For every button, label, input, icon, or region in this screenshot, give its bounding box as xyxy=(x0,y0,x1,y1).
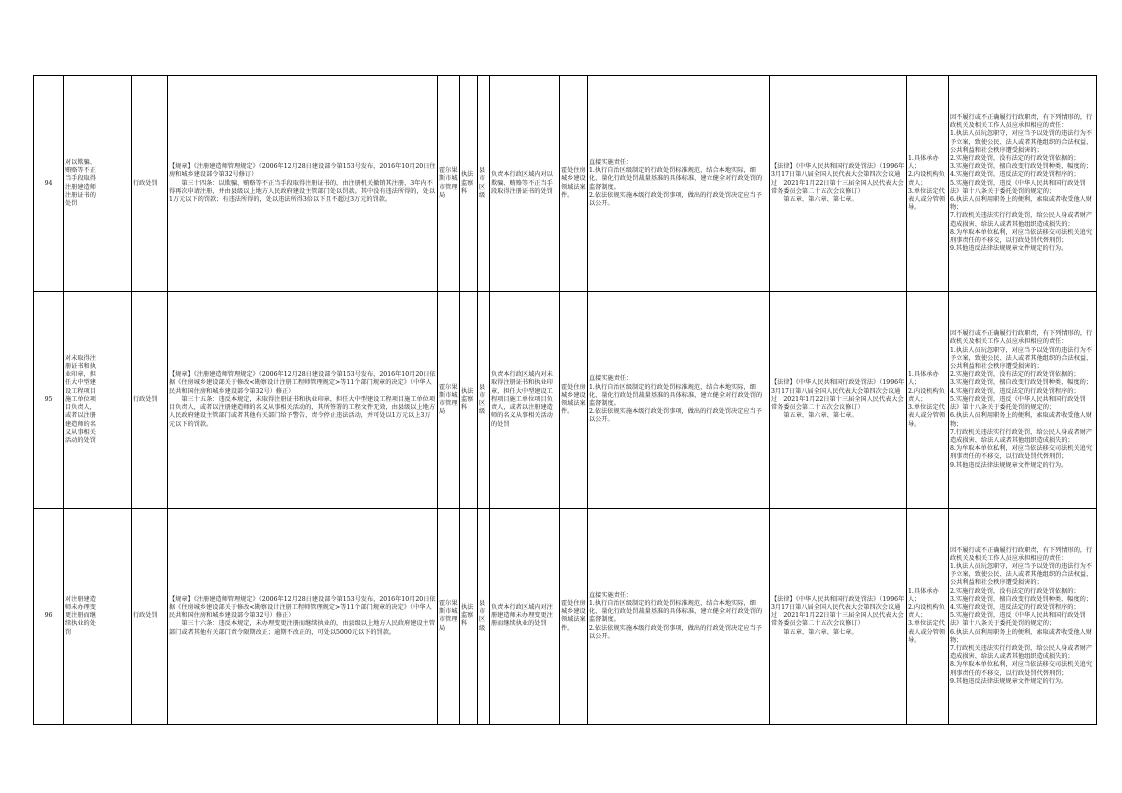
accountability-cases xyxy=(949,76,1097,292)
implementing-agency: 霍尔果斯市城市管理局 xyxy=(438,76,460,292)
blame-line: 6.执法人员利用职务上的便利，索取或者收受他人财物； xyxy=(950,628,1093,644)
blame-line: 1.执法人员玩忽职守，对应当予以处罚的违法行为不予立案，致使公民、法人或者其他组织的合法权益、公共利益和社会秩序遭受损害的； xyxy=(950,563,1093,587)
table-row xyxy=(34,292,1097,508)
responsible-subject: 1.具体承办人； 2.内设机构负责人； 3.单位法定代表人或分管领导。 xyxy=(907,292,949,508)
blame-line: 4.实施行政处罚，违反法定的行政处罚程序的； xyxy=(950,387,1080,395)
partner-duty: 霍处住房城乡建设领域法案件。 xyxy=(560,292,588,508)
responsible-department: 执法监察科 xyxy=(460,508,478,724)
exercise-level: 县市区级 xyxy=(478,292,490,508)
blame-line: 7.行政机关违法实行行政处罚，给公民人身或者财产造成损害、给法人或者其他组织造成损失的； xyxy=(950,212,1093,228)
law-basis: 【法律】《中华人民共和国行政处罚法》（1996年3月17日第八届全国人民代表大会第四次会议通过 2021年1月22日第十三届全国人民代表大会常务委员会第二十五次会议修订） 第五章、第六章、第七章。 xyxy=(770,508,907,724)
law-basis: 【法律】《中华人民共和国行政处罚法》（1996年3月17日第八届全国人民代表大会第四次会议通过 2021年1月22日第十三届全国人民代表大会常务委员会第二十五次会议修订） 第五章、第六章、第七章。 xyxy=(770,76,907,292)
implementing-agency: 霍尔果斯市城市管理局 xyxy=(438,292,460,508)
blame-line: 6.执法人员利用职务上的便利，索取或者收受他人财物； xyxy=(950,195,1093,212)
row-number: 94 xyxy=(34,76,64,292)
blame-line: 9.其他违反法律法规规章文件规定的行为。 xyxy=(950,677,1068,685)
blame-line: 8.为牟取本单位私利，对应当依法移交司法机关追究刑事责任的不移交，以行政处罚代替刑罚； xyxy=(950,661,1093,677)
accountability-cases xyxy=(949,292,1097,508)
blame-line: 因不履行或不正确履行行政职责，有下列情形的，行政机关及相关工作人员应承担相应的责任： xyxy=(950,113,1093,130)
item-name: 对注册建造 师未办理变 更注册而继 续执业的处 罚 xyxy=(64,508,132,724)
blame-line: 5.实施行政处罚，违反《中华人民共和国行政处罚法》第十八条关于委托处罚的规定的； xyxy=(950,395,1086,412)
blame-line: 4.实施行政处罚，违反法定的行政处罚程序的； xyxy=(950,604,1080,612)
power-type: 行政处罚 xyxy=(132,76,168,292)
blame-line: 1.执法人员玩忽职守，对应当予以处罚的违法行为不予立案，致使公民、法人或者其他组织的合法权益、公共利益和社会秩序遭受损害的； xyxy=(950,346,1093,371)
exercise-level: 县市区级 xyxy=(478,76,490,292)
blame-line: 2.实施行政处罚，没有法定的行政处罚依据的； xyxy=(950,371,1080,379)
item-name: 对以欺骗、 贿赂等不正 当手段取得 注册建造师 注册证书的 处罚 xyxy=(64,76,132,292)
blame-line: 7.行政机关违法实行行政处罚，给公民人身或者财产造成损害、给法人或者其他组织造成损失的； xyxy=(950,645,1093,661)
duty-description: 负责本行政区域内对注册建造师未办理变更注册而继续执业的处罚 xyxy=(490,508,560,724)
power-type: 行政处罚 xyxy=(132,508,168,724)
blame-line: 7.行政机关违法实行行政处罚，给公民人身或者财产造成损害、给法人或者其他组织造成损失的； xyxy=(950,428,1093,444)
blame-line: 9.其他违反法律法规规章文件规定的行为。 xyxy=(950,461,1068,469)
law-basis: 【法律】《中华人民共和国行政处罚法》（1996年3月17日第八届全国人民代表大会第四次会议通过 2021年1月22日第十三届全国人民代表大会常务委员会第二十五次会议修订） 第五章、第六章、第七章。 xyxy=(770,292,907,508)
blame-line: 5.实施行政处罚，违反《中华人民共和国行政处罚法》第十八条关于委托处罚的规定的； xyxy=(950,612,1086,628)
responsible-subject: 1.具体承办人； 2.内设机构负责人； 3.单位法定代表人或分管领导。 xyxy=(907,76,949,292)
responsibility-items: 直接实施责任： 1.执行自治区级制定的行政处罚标准规范，结合本地实际，细化、量化行政处罚裁量基准的具体标准，建立健全对行政处罚的监督制度。 2.依法依规实施本级行政处罚事项，做出的行政处罚决定应当予以公开。 xyxy=(588,508,770,724)
duty-description: 负责本行政区域内对以欺骗、贿赂等不正当手段取得注册证书的处罚 xyxy=(490,76,560,292)
responsible-department: 执法监察科 xyxy=(460,76,478,292)
responsibility-items: 直接实施责任： 1.执行自治区级制定的行政处罚标准规范，结合本地实际，细化、量化行政处罚裁量基准的具体标准，建立健全对行政处罚的监督制度。 2.依法依规实施本级行政处罚事项，做出的行政处罚决定应当予以公开。 xyxy=(588,292,770,508)
blame-line: 8.为牟取本单位私利，对应当依法移交司法机关追究刑事责任的不移交，以行政处罚代替刑罚； xyxy=(950,228,1093,244)
blame-line: 4.实施行政处罚，违反法定的行政处罚程序的； xyxy=(950,171,1080,179)
duty-description: 负责本行政区域内对未取得注册证书和执业印章，担任大中型建设工程项目施工单位项目负责人，或者以注册建造师的名义从事相关活动的处罚 xyxy=(490,292,560,508)
accountability-cases xyxy=(949,508,1097,724)
blame-line: 1.执法人员玩忽职守，对应当予以处罚的违法行为不予立案，致使公民、法人或者其他组织的合法权益、公共利益和社会秩序遭受损害的； xyxy=(950,130,1093,154)
responsibility-items: 直接实施责任： 1.执行自治区级制定的行政处罚标准规范，结合本地实际，细化、量化行政处罚裁量基准的具体标准，建立健全对行政处罚的监督制度。 2.依法依规实施本级行政处罚事项，做出的行政处罚决定应当予以公开。 xyxy=(588,76,770,292)
blame-line: 6.执法人员利用职务上的便利，索取或者收受他人财物； xyxy=(950,412,1093,428)
exercise-level: 县市区级 xyxy=(478,508,490,724)
blame-line: 3.实施行政处罚，擅自改变行政处罚种类、幅度的； xyxy=(950,163,1093,171)
table-row xyxy=(34,508,1097,724)
legal-basis: 【规章】《注册建造师管理规定》（2006年12月28日建设部令第153号发布，2016年10月20日依据《住房城乡建设部关于修改<勘察设计注册工程师管理规定>等11个部门规章的决定》（中华人民共和国住房和城乡建设部令第32号）修正） 第三十五条：违反本规定，未取得注册证书和执业印章，担任大中型建设工程项目施工单位项目负责人，或者以注册建造师的名义从事相关活动的，其所签署的工程文件无效，由县级以上地方人民政府建设主管部门或者其他有关部门给予警告，责令停止违法活动，并可处以1万元以上3万元以下的罚款。 xyxy=(168,292,438,508)
blame-line: 2.实施行政处罚，没有法定的行政处罚依据的； xyxy=(950,154,1080,162)
responsible-department: 执法监察科 xyxy=(460,292,478,508)
table-row xyxy=(34,76,1097,292)
blame-line: 3.实施行政处罚，擅自改变行政处罚种类、幅度的； xyxy=(950,595,1093,603)
blame-line: 因不履行或不正确履行行政职责，有下列情形的，行政机关及相关工作人员应承担相应的责任： xyxy=(950,546,1093,562)
partner-duty: 霍处住房城乡建设领域法案件。 xyxy=(560,508,588,724)
legal-basis: 【规章】《注册建造师管理规定》（2006年12月28日建设部令第153号发布，2016年10月20日住房和城乡建设部令第32号修订） 第三十四条：以欺骗、贿赂等不正当手段取得注册证书的，由注册机关撤销其注册，3年内不得再次申请注册，并由县级以上地方人民政府建设主管部门处以罚款。其中没有违法所得的，处以1万元以下的罚款；有违法所得的，处以违法所得3倍以下且不超过3万元的罚款。 xyxy=(168,76,438,292)
blame-line: 2.实施行政处罚，没有法定的行政处罚依据的； xyxy=(950,587,1080,595)
blame-line: 5.实施行政处罚，违反《中华人民共和国行政处罚法》第十八条关于委托处罚的规定的； xyxy=(950,179,1086,195)
legal-basis: 【规章】《注册建造师管理规定》（2006年12月28日建设部令第153号发布，2016年10月20日依据《住房城乡建设部关于修改<勘察设计注册工程师管理规定>等11个部门规章的决定》（中华人民共和国住房和城乡建设部令第32号）修正） 第三十六条：违反本规定，未办理变更注册而继续执业的，由县级以上地方人民政府建设主管部门或者其他有关部门责令限期改正；逾期不改正的，可处以5000元以下的罚款。 xyxy=(168,508,438,724)
power-list-table xyxy=(33,75,1097,725)
blame-line: 9.其他违反法律法规规章文件规定的行为。 xyxy=(950,245,1068,253)
responsible-subject: 1.具体承办人； 2.内设机构负责人； 3.单位法定代表人或分管领导。 xyxy=(907,508,949,724)
blame-line: 因不履行或不正确履行行政职责，有下列情形的，行政机关及相关工作人员应承担相应的责任： xyxy=(950,330,1093,346)
row-number: 95 xyxy=(34,292,64,508)
blame-line: 8.为牟取本单位私利，对应当依法移交司法机关追究刑事责任的不移交，以行政处罚代替刑罚； xyxy=(950,445,1093,461)
partner-duty: 霍处住房城乡建设领域法案件。 xyxy=(560,76,588,292)
power-type: 行政处罚 xyxy=(132,292,168,508)
item-name: 对未取得注 册证书和执 业印章，担 任大中型建 设工程项目 施工单位项 目负责人， 或者以注册 建造师的名 义从事相关 活动的处罚 xyxy=(64,292,132,508)
implementing-agency: 霍尔果斯市城市管理局 xyxy=(438,508,460,724)
blame-line: 3.实施行政处罚，擅自改变行政处罚种类、幅度的； xyxy=(950,379,1093,387)
row-number: 96 xyxy=(34,508,64,724)
